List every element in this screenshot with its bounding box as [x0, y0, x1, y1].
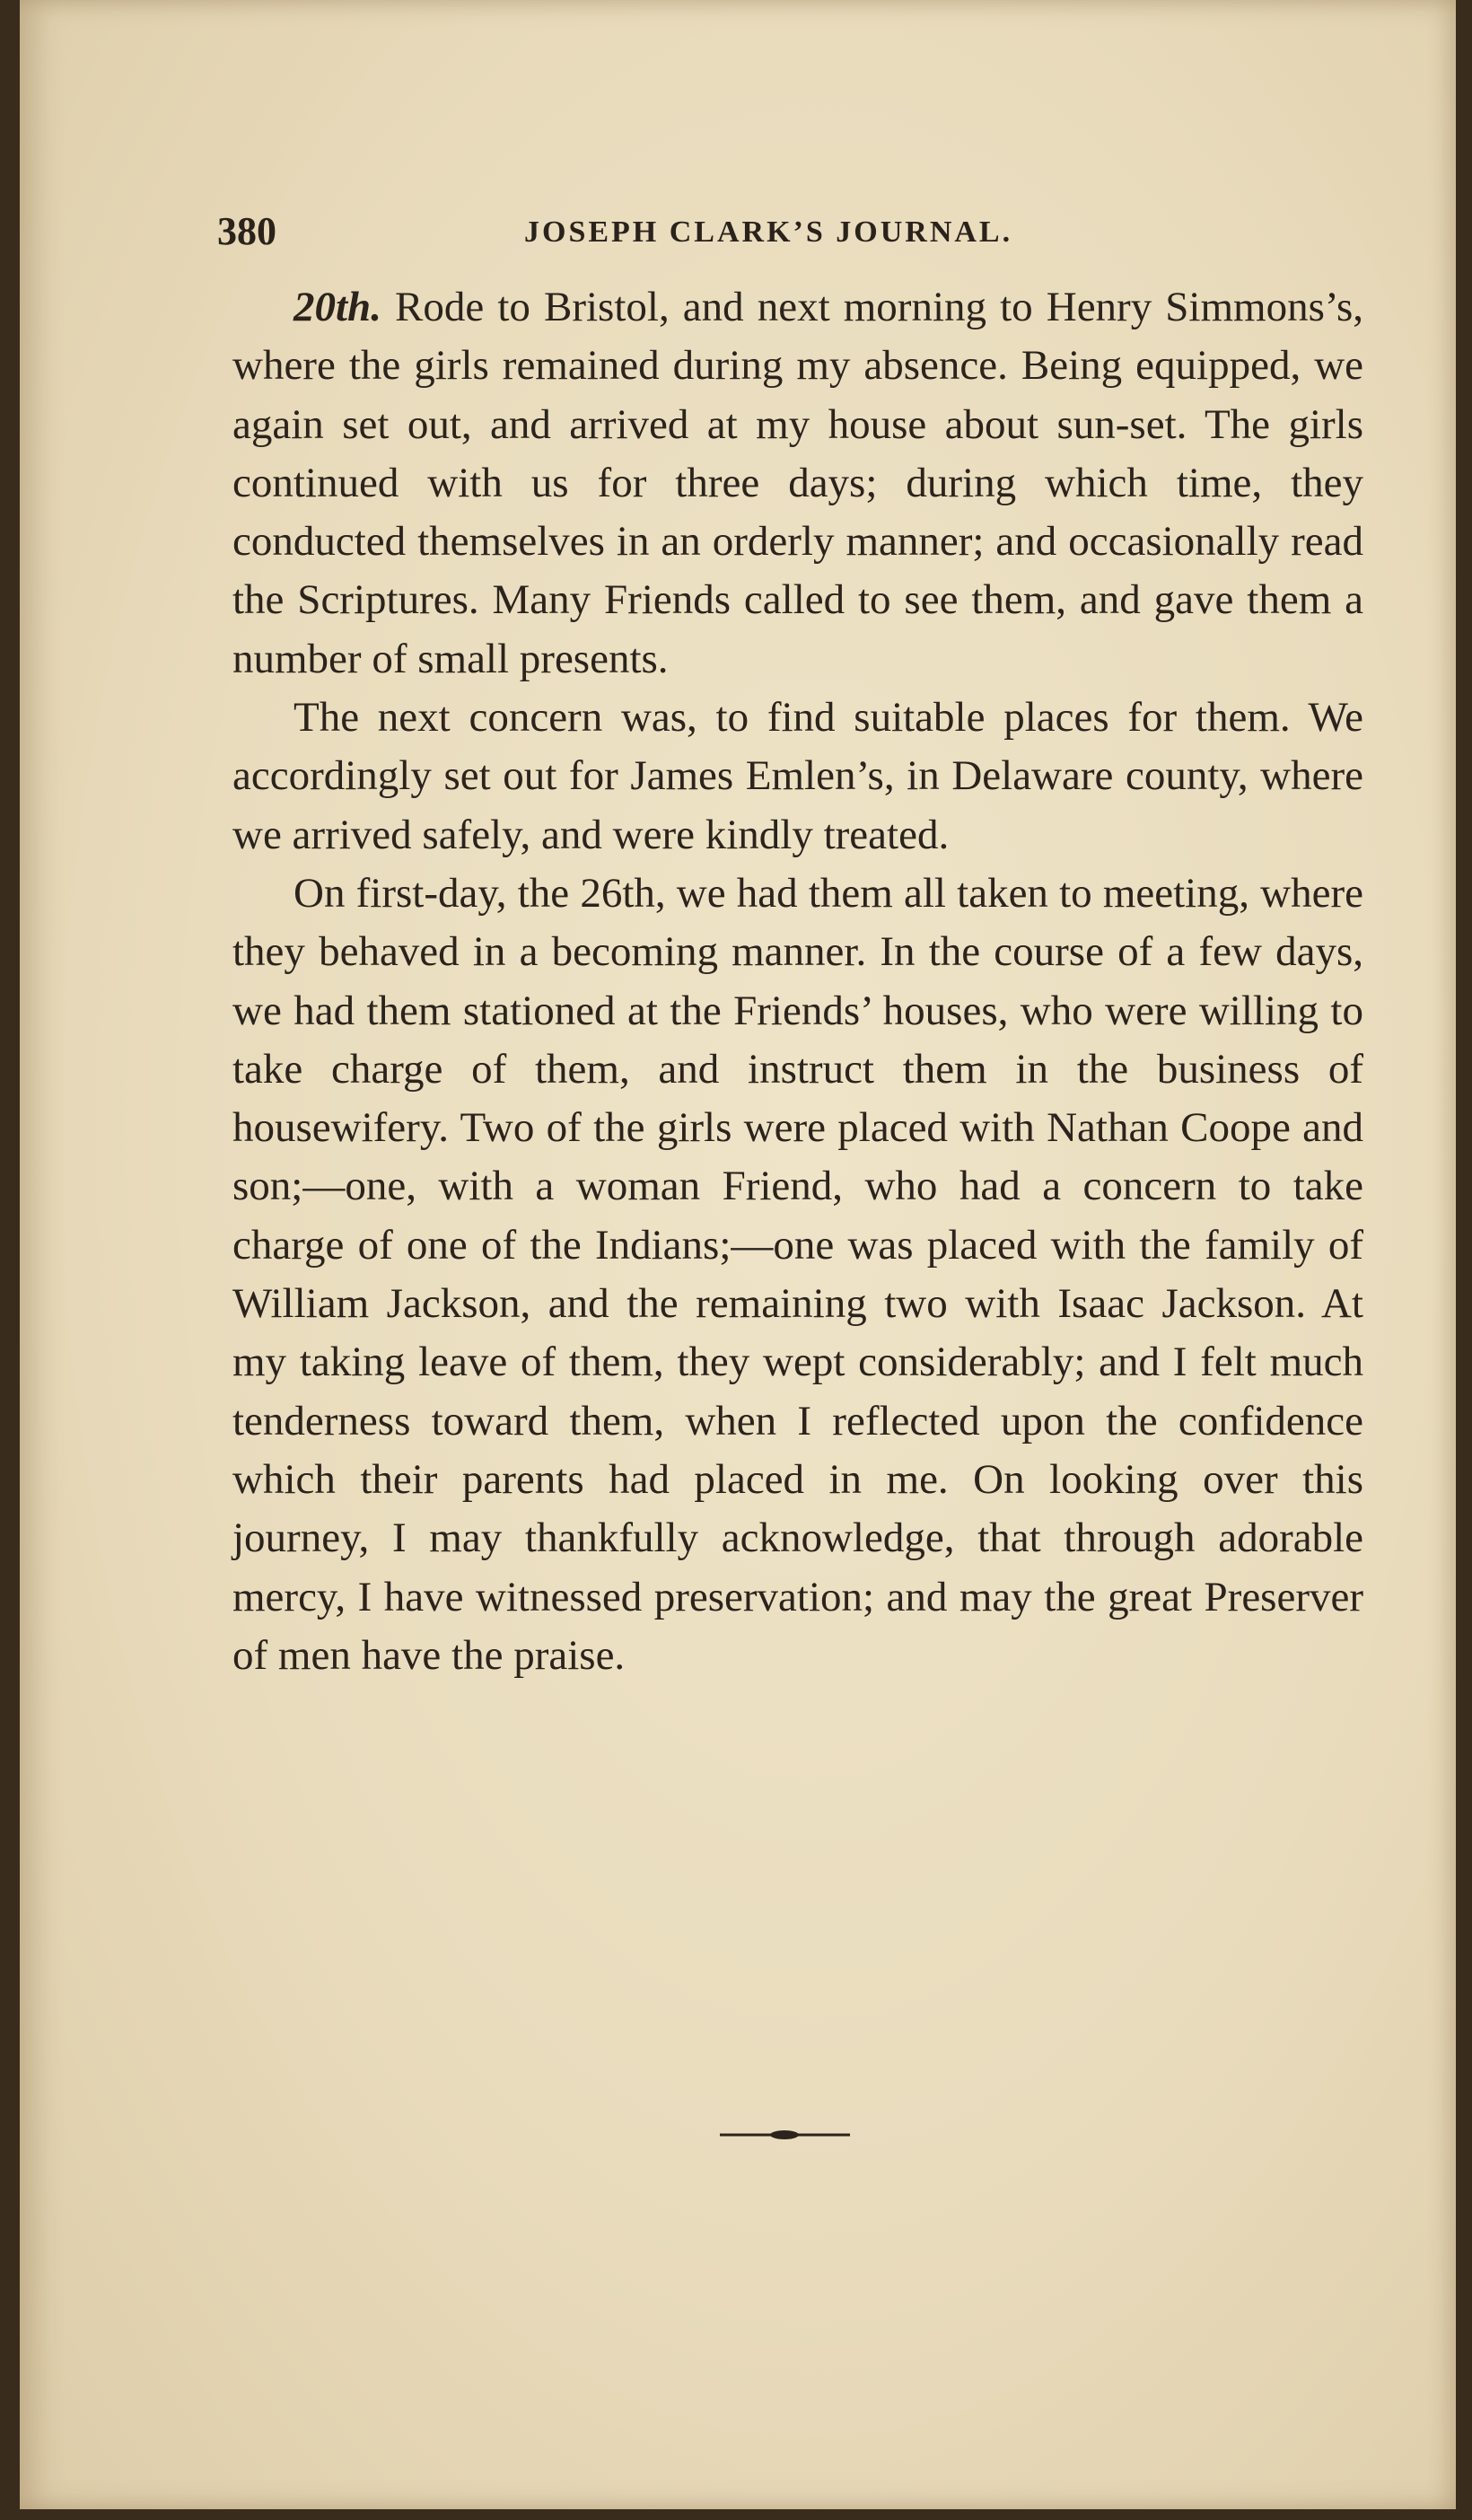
paragraph-text: On first-day, the 26th, we had them all taken to meeting, where they behaved in a becoming manner. In the course of a few days, we had them stationed at the Friends’ houses, who were willing to take charge of them, and instruct them in the business of housewifery. Two of the girls were placed with Nathan Coope and son;—one, with a woman Friend, who had a concern to take charge of one of the Indians;—one was placed with the family of William Jackson, and the remaining two with Isaac Jackson. At my taking leave of them, they wept considerably; and I felt much tenderness toward them, when I reflected upon the confidence which their parents had placed in me. On looking over this journey, I may thankfully acknowledge, that through adorable mercy, I have witnessed preservation; and may the great Preserver of men have the praise.	[232, 869, 1363, 1679]
dash-ornament-icon	[720, 2126, 850, 2144]
paragraph	[232, 689, 1363, 865]
running-head: JOSEPH CLARK’S JOURNAL.	[524, 215, 1013, 249]
paragraph	[232, 865, 1363, 1685]
paragraph	[232, 278, 1363, 689]
page-number: 380	[217, 209, 276, 253]
page-header	[217, 208, 1384, 271]
journal-text	[232, 278, 1363, 1685]
book-page	[20, 0, 1456, 2509]
paragraph-text: Rode to Bristol, and next morning to Henry Simmons’s, where the girls remained during my absence. Being equipped, we again set out, and arrived at my house about sun-set. The girls continued with us for three days; during which time, they conducted themselves in an orderly manner; and occasionally read the Scriptures. Many Friends called to see them, and gave them a number of small presents.	[232, 284, 1363, 682]
date-lead: 20th.	[294, 284, 381, 330]
paragraph-text: The next concern was, to find suitable places for them. We accordingly set out for James Emlen’s, in Delaware county, where we arrived safely, and were kindly treated.	[232, 694, 1363, 858]
